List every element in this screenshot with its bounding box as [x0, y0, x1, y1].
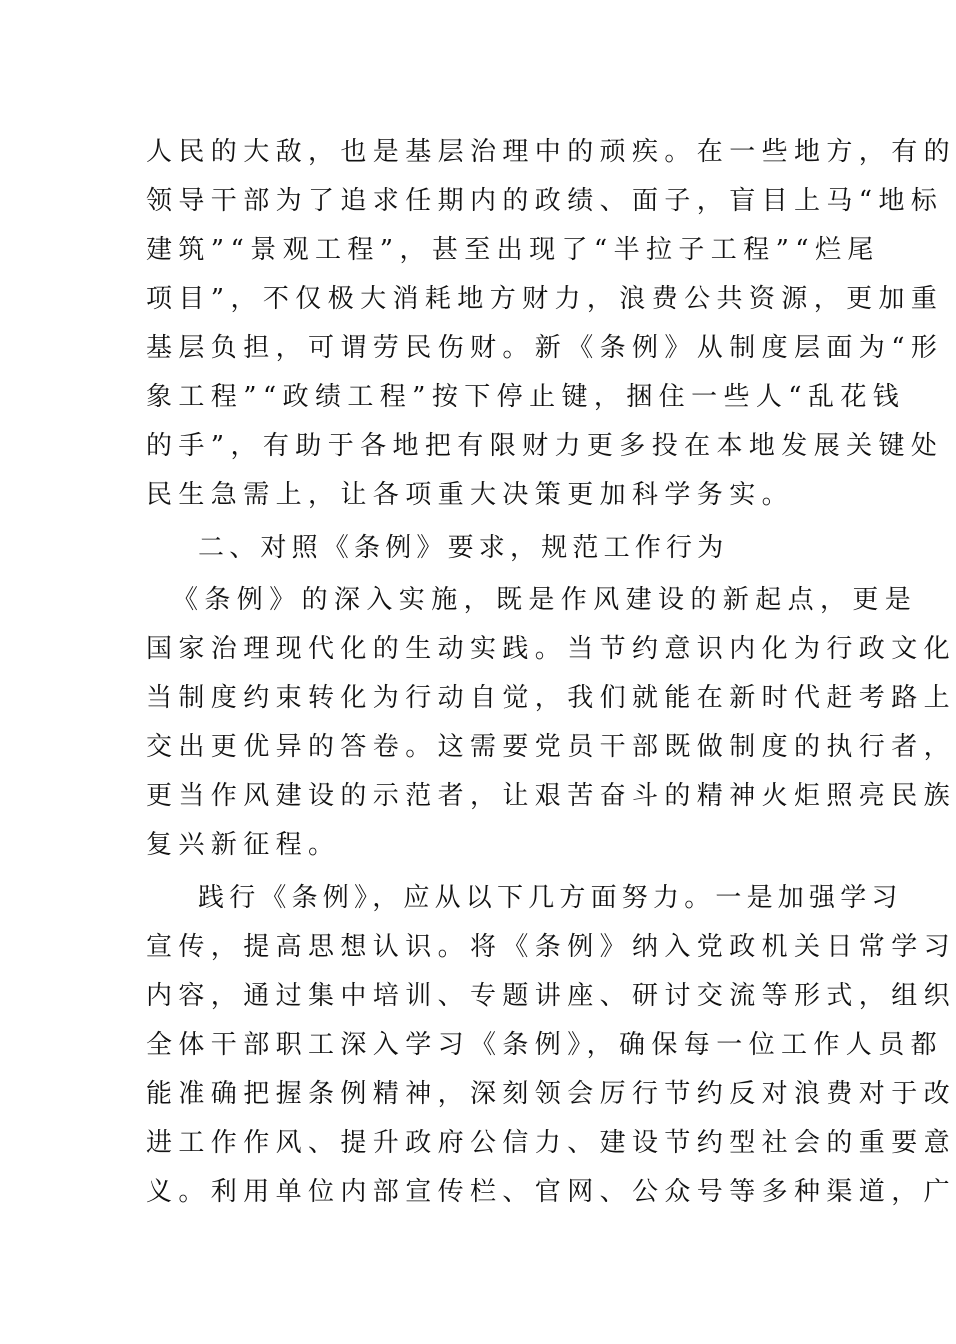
paragraph-line: 能准确把握条例精神，深刻领会厉行节约反对浪费对于改 [146, 1079, 956, 1109]
paragraph-line: 领导干部为了追求任期内的政绩、面子，盲目上马“地标 [146, 186, 944, 216]
paragraph-line: 的手”，有助于各地把有限财力更多投在本地发展关键处 [146, 431, 944, 461]
paragraph-line: 宣传，提高思想认识。将《条例》纳入党政机关日常学习 [146, 932, 956, 962]
paragraph-line: 进工作作风、提升政府公信力、建设节约型社会的重要意 [146, 1128, 956, 1158]
paragraph-line: 义。利用单位内部宣传栏、官网、公众号等多种渠道，广 [146, 1177, 956, 1207]
paragraph-line: 复兴新征程。 [146, 830, 341, 860]
paragraph-line: 交出更优异的答卷。这需要党员干部既做制度的执行者， [146, 732, 956, 762]
paragraph-line: 国家治理现代化的生动实践。当节约意识内化为行政文化 [146, 634, 956, 664]
paragraph-line: 全体干部职工深入学习《条例》，确保每一位工作人员都 [146, 1030, 944, 1060]
paragraph-line: 基层负担，可谓劳民伤财。新《条例》从制度层面为“形 [146, 333, 944, 363]
paragraph-line: 践行《条例》，应从以下几方面努力。一是加强学习 [198, 883, 903, 913]
paragraph-line: 更当作风建设的示范者，让艰苦奋斗的精神火炬照亮民族 [146, 781, 956, 811]
paragraph-line: 项目”，不仅极大消耗地方财力，浪费公共资源，更加重 [146, 284, 944, 314]
paragraph-line: 民生急需上，让各项重大决策更加科学务实。 [146, 480, 795, 510]
paragraph-line: 象工程”“政绩工程”按下停止键，捆住一些人“乱花钱 [146, 382, 906, 412]
paragraph-line: 《条例》的深入实施，既是作风建设的新起点，更是 [172, 585, 918, 615]
paragraph-line: 当制度约束转化为行动自觉，我们就能在新时代赶考路上 [146, 683, 956, 713]
paragraph-line: 建筑”“景观工程”，甚至出现了“半拉子工程”“烂尾 [146, 235, 880, 265]
paragraph-line: 人民的大敌，也是基层治理中的顽疾。在一些地方，有的 [146, 137, 956, 167]
paragraph-line: 内容，通过集中培训、专题讲座、研讨交流等形式，组织 [146, 981, 956, 1011]
section-heading: 二、对照《条例》要求，规范工作行为 [198, 533, 729, 563]
